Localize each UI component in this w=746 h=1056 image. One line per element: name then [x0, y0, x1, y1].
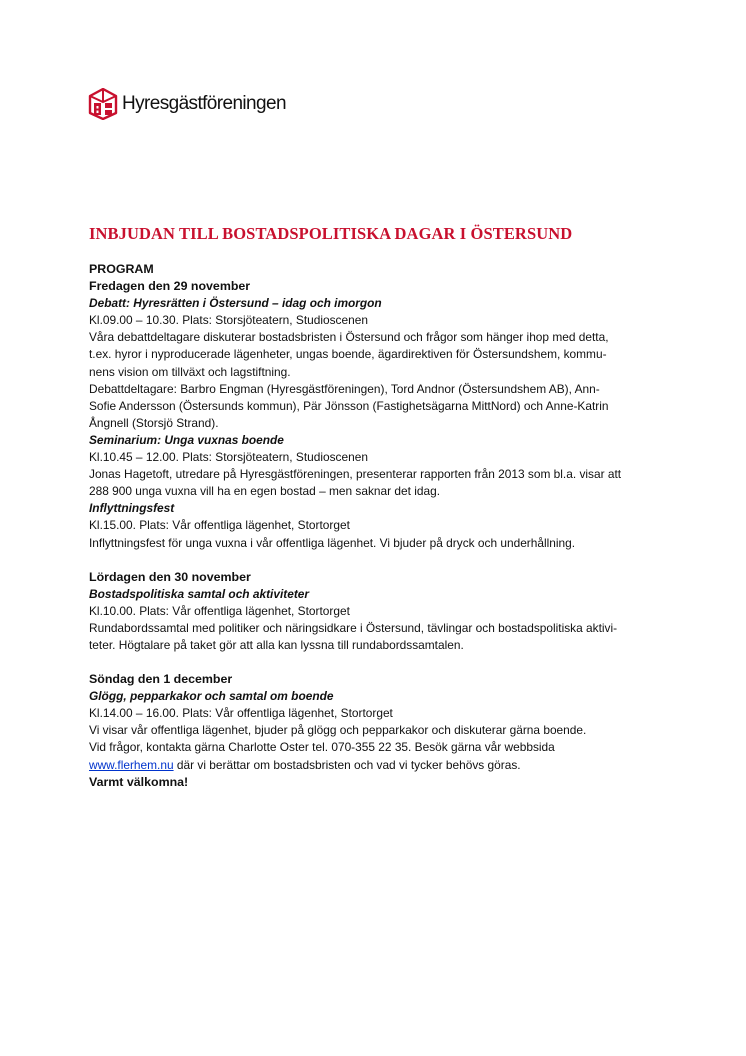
day-heading: Söndag den 1 december [89, 672, 233, 687]
event-time-place: Kl.15.00. Plats: Vår offentliga lägenhet, Stortorget [89, 518, 350, 533]
program-content [89, 261, 669, 791]
website-line-suffix: där vi berättar om bostadsbristen och vad vi tycker behövs göras. [173, 757, 521, 772]
participants-line: Ångnell (Storsjö Strand). [89, 415, 219, 430]
contact-line: Vid frågor, kontakta gärna Charlotte Oster tel. 070-355 22 35. Besök gärna vår webbsida [89, 740, 555, 755]
event-time-place: Kl.14.00 – 16.00. Plats: Vår offentliga lägenhet, Stortorget [89, 706, 393, 721]
website-link[interactable]: www.flerhem.nu [89, 757, 174, 772]
logo [88, 88, 286, 120]
participants-line: Sofie Andersson (Östersunds kommun), Pär Jönsson (Fastighetsägarna MittNord) och Anne-Katrin [89, 398, 609, 413]
event-time-place: Kl.09.00 – 10.30. Plats: Storsjöteatern, Studioscenen [89, 313, 368, 328]
website-line [89, 757, 669, 774]
event-title: Glögg, pepparkakor och samtal om boende [89, 689, 334, 704]
event-description-line: 288 900 unga vuxna vill ha en egen bostad – men saknar det idag. [89, 484, 441, 499]
event-title: Inflyttningsfest [89, 501, 175, 516]
closing-text: Varmt välkomna! [89, 774, 189, 789]
page-title: INBJUDAN TILL BOSTADSPOLITISKA DAGAR I ÖSTERSUND [89, 224, 573, 243]
event-description-line: Jonas Hagetoft, utredare på Hyresgästföreningen, presenterar rapporten från 2013 som bl.a. visar att [89, 467, 622, 482]
hyresgastforeningen-house-icon [88, 88, 118, 120]
day-heading: Lördagen den 30 november [89, 569, 251, 584]
event-title: Bostadspolitiska samtal och aktiviteter [89, 586, 310, 601]
event-description-line: Inflyttningsfest för unga vuxna i vår offentliga lägenhet. Vi bjuder på dryck och underhållning. [89, 535, 576, 550]
event-description-line: Rundabordssamtal med politiker och näringsidkare i Östersund, tävlingar och bostadspolitiska aktivi- [89, 620, 618, 635]
event-description-line: Vi visar vår offentliga lägenhet, bjuder på glögg och pepparkakor och diskuterar gärna boende. [89, 723, 587, 738]
event-time-place: Kl.10.45 – 12.00. Plats: Storsjöteatern, Studioscenen [89, 450, 368, 465]
event-title: Seminarium: Unga vuxnas boende [89, 432, 284, 447]
event-description-line: t.ex. hyror i nyproducerade lägenheter, ungas boende, ägardirektiven för Östersundshem, kommu- [89, 347, 607, 362]
spacer [89, 654, 669, 671]
spacer [89, 552, 669, 569]
event-description-line: nens vision om tillväxt och lagstiftning. [89, 364, 291, 379]
event-time-place: Kl.10.00. Plats: Vår offentliga lägenhet, Stortorget [89, 603, 350, 618]
day-heading: Fredagen den 29 november [89, 279, 251, 294]
program-label: PROGRAM [89, 262, 154, 276]
event-description-line: teter. Högtalare på taket gör att alla kan lyssna till rundabordssamtalen. [89, 637, 464, 652]
participants-line: Debattdeltagare: Barbro Engman (Hyresgästföreningen), Tord Andnor (Östersundshem AB), Ann- [89, 381, 600, 396]
logo-text: Hyresgästföreningen [122, 93, 286, 114]
event-description-line: Våra debattdeltagare diskuterar bostadsbristen i Östersund och frågor som hänger ihop med detta, [89, 330, 609, 345]
event-title: Debatt: Hyresrätten i Östersund – idag och imorgon [89, 296, 382, 311]
